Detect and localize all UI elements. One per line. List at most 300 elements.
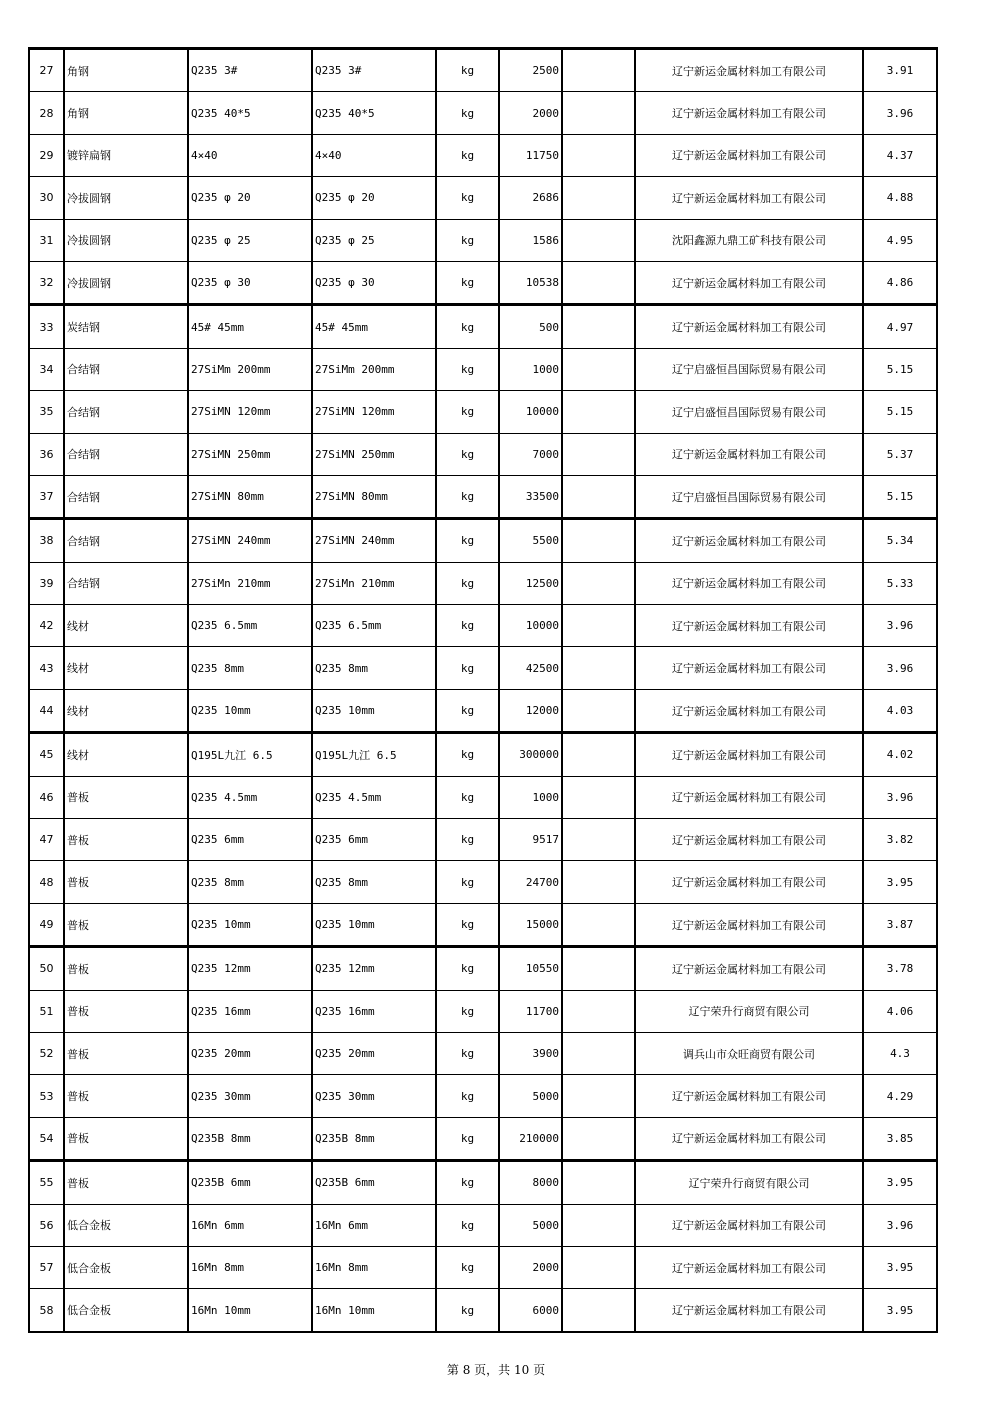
model-cell: 27SiMN 250mm xyxy=(312,433,436,475)
spec-cell: Q235 3# xyxy=(188,49,312,92)
supplier-cell: 辽宁新运金属材料加工有限公司 xyxy=(635,1246,863,1288)
model-cell: Q235 6.5mm xyxy=(312,605,436,647)
unit-cell: kg xyxy=(436,605,499,647)
model-cell: Q235 6mm xyxy=(312,819,436,861)
unit-cell: kg xyxy=(436,134,499,176)
spec-cell: Q235 40*5 xyxy=(188,92,312,134)
model-cell: 27SiMN 240mm xyxy=(312,519,436,562)
price-cell: 5.34 xyxy=(863,519,937,562)
quantity-cell: 5000 xyxy=(499,1204,562,1246)
model-cell: Q235 10mm xyxy=(312,689,436,732)
row-number: 52 xyxy=(29,1032,64,1074)
price-cell: 4.02 xyxy=(863,733,937,776)
material-name: 合结钢 xyxy=(64,433,188,475)
blank-cell xyxy=(562,261,635,304)
blank-cell xyxy=(562,1075,635,1117)
table-row xyxy=(29,689,937,732)
model-cell: Q235 20mm xyxy=(312,1032,436,1074)
model-cell: Q235 3# xyxy=(312,49,436,92)
spec-cell: 27SiMn 210mm xyxy=(188,562,312,604)
spec-cell: Q235 8mm xyxy=(188,861,312,903)
price-cell: 4.86 xyxy=(863,261,937,304)
model-cell: Q235 8mm xyxy=(312,861,436,903)
row-number: 27 xyxy=(29,49,64,92)
spec-cell: 27SiMN 80mm xyxy=(188,475,312,518)
model-cell: 16Mn 6mm xyxy=(312,1204,436,1246)
unit-cell: kg xyxy=(436,903,499,946)
unit-cell: kg xyxy=(436,391,499,433)
table-row xyxy=(29,733,937,776)
supplier-cell: 辽宁新运金属材料加工有限公司 xyxy=(635,776,863,818)
row-number: 29 xyxy=(29,134,64,176)
supplier-cell: 辽宁启盛恒昌国际贸易有限公司 xyxy=(635,348,863,390)
blank-cell xyxy=(562,1204,635,1246)
material-name: 普板 xyxy=(64,903,188,946)
row-number: 51 xyxy=(29,990,64,1032)
material-name: 普板 xyxy=(64,1161,188,1204)
supplier-cell: 辽宁新运金属材料加工有限公司 xyxy=(635,562,863,604)
blank-cell xyxy=(562,819,635,861)
price-cell: 3.82 xyxy=(863,819,937,861)
table-row xyxy=(29,903,937,946)
row-number: 32 xyxy=(29,261,64,304)
table-row xyxy=(29,1075,937,1117)
unit-cell: kg xyxy=(436,475,499,518)
quantity-cell: 5500 xyxy=(499,519,562,562)
unit-cell: kg xyxy=(436,1075,499,1117)
quantity-cell: 2000 xyxy=(499,1246,562,1288)
supplier-cell: 辽宁新运金属材料加工有限公司 xyxy=(635,605,863,647)
material-name: 普板 xyxy=(64,861,188,903)
price-cell: 4.97 xyxy=(863,305,937,348)
spec-cell: 16Mn 8mm xyxy=(188,1246,312,1288)
price-cell: 5.15 xyxy=(863,475,937,518)
material-name: 合结钢 xyxy=(64,475,188,518)
spec-cell: 27SiMN 240mm xyxy=(188,519,312,562)
table-row xyxy=(29,1204,937,1246)
price-cell: 3.87 xyxy=(863,903,937,946)
material-name: 合结钢 xyxy=(64,348,188,390)
material-name: 角钢 xyxy=(64,49,188,92)
row-number: 44 xyxy=(29,689,64,732)
unit-cell: kg xyxy=(436,261,499,304)
blank-cell xyxy=(562,1117,635,1160)
price-cell: 4.88 xyxy=(863,177,937,219)
supplier-cell: 辽宁新运金属材料加工有限公司 xyxy=(635,134,863,176)
blank-cell xyxy=(562,1161,635,1204)
table-row xyxy=(29,348,937,390)
price-cell: 3.95 xyxy=(863,1161,937,1204)
blank-cell xyxy=(562,1246,635,1288)
unit-cell: kg xyxy=(436,305,499,348)
material-name: 普板 xyxy=(64,1075,188,1117)
table-row xyxy=(29,947,937,990)
row-number: 38 xyxy=(29,519,64,562)
table-row xyxy=(29,261,937,304)
blank-cell xyxy=(562,990,635,1032)
row-number: 28 xyxy=(29,92,64,134)
price-cell: 3.96 xyxy=(863,92,937,134)
row-number: 49 xyxy=(29,903,64,946)
price-cell: 3.96 xyxy=(863,776,937,818)
row-number: 37 xyxy=(29,475,64,518)
supplier-cell: 辽宁新运金属材料加工有限公司 xyxy=(635,689,863,732)
table-row xyxy=(29,819,937,861)
price-cell: 5.15 xyxy=(863,348,937,390)
material-name: 线材 xyxy=(64,733,188,776)
spec-cell: Q235B 6mm xyxy=(188,1161,312,1204)
unit-cell: kg xyxy=(436,861,499,903)
blank-cell xyxy=(562,733,635,776)
quantity-cell: 6000 xyxy=(499,1289,562,1332)
model-cell: Q195L九江 6.5 xyxy=(312,733,436,776)
table-row xyxy=(29,1032,937,1074)
quantity-cell: 42500 xyxy=(499,647,562,689)
material-name: 普板 xyxy=(64,1032,188,1074)
row-number: 56 xyxy=(29,1204,64,1246)
supplier-cell: 辽宁新运金属材料加工有限公司 xyxy=(635,49,863,92)
material-name: 低合金板 xyxy=(64,1246,188,1288)
supplier-cell: 辽宁新运金属材料加工有限公司 xyxy=(635,903,863,946)
blank-cell xyxy=(562,348,635,390)
price-cell: 3.95 xyxy=(863,1289,937,1332)
material-name: 冷拔圆钢 xyxy=(64,219,188,261)
supplier-cell: 沈阳鑫源九鼎工矿科技有限公司 xyxy=(635,219,863,261)
quantity-cell: 8000 xyxy=(499,1161,562,1204)
price-cell: 4.3 xyxy=(863,1032,937,1074)
unit-cell: kg xyxy=(436,1246,499,1288)
model-cell: Q235 10mm xyxy=(312,903,436,946)
quantity-cell: 11750 xyxy=(499,134,562,176)
row-number: 43 xyxy=(29,647,64,689)
page-footer: 第 8 页，共 10 页 xyxy=(446,1363,546,1377)
blank-cell xyxy=(562,861,635,903)
blank-cell xyxy=(562,219,635,261)
spec-cell: Q235 20mm xyxy=(188,1032,312,1074)
material-name: 低合金板 xyxy=(64,1204,188,1246)
blank-cell xyxy=(562,305,635,348)
quantity-cell: 10538 xyxy=(499,261,562,304)
row-number: 35 xyxy=(29,391,64,433)
model-cell: Q235B 8mm xyxy=(312,1117,436,1160)
row-number: 47 xyxy=(29,819,64,861)
quantity-cell: 5000 xyxy=(499,1075,562,1117)
row-number: 50 xyxy=(29,947,64,990)
supplier-cell: 辽宁新运金属材料加工有限公司 xyxy=(635,305,863,348)
row-number: 33 xyxy=(29,305,64,348)
blank-cell xyxy=(562,647,635,689)
table-row xyxy=(29,433,937,475)
row-number: 31 xyxy=(29,219,64,261)
material-name: 线材 xyxy=(64,689,188,732)
material-name: 线材 xyxy=(64,647,188,689)
supplier-cell: 辽宁新运金属材料加工有限公司 xyxy=(635,1117,863,1160)
supplier-cell: 辽宁新运金属材料加工有限公司 xyxy=(635,1289,863,1332)
model-cell: Q235 40*5 xyxy=(312,92,436,134)
price-cell: 4.37 xyxy=(863,134,937,176)
row-number: 48 xyxy=(29,861,64,903)
supplier-cell: 辽宁荣升行商贸有限公司 xyxy=(635,990,863,1032)
model-cell: 16Mn 10mm xyxy=(312,1289,436,1332)
quantity-cell: 7000 xyxy=(499,433,562,475)
price-cell: 5.37 xyxy=(863,433,937,475)
supplier-cell: 辽宁新运金属材料加工有限公司 xyxy=(635,647,863,689)
quantity-cell: 10000 xyxy=(499,391,562,433)
price-cell: 4.29 xyxy=(863,1075,937,1117)
price-cell: 4.03 xyxy=(863,689,937,732)
table-row xyxy=(29,177,937,219)
table-row xyxy=(29,1246,937,1288)
supplier-cell: 辽宁新运金属材料加工有限公司 xyxy=(635,861,863,903)
blank-cell xyxy=(562,605,635,647)
spec-cell: 45# 45mm xyxy=(188,305,312,348)
row-number: 46 xyxy=(29,776,64,818)
quantity-cell: 15000 xyxy=(499,903,562,946)
supplier-cell: 辽宁新运金属材料加工有限公司 xyxy=(635,177,863,219)
material-name: 合结钢 xyxy=(64,519,188,562)
material-name: 炭结钢 xyxy=(64,305,188,348)
blank-cell xyxy=(562,475,635,518)
unit-cell: kg xyxy=(436,1161,499,1204)
material-name: 镀锌扁钢 xyxy=(64,134,188,176)
model-cell: 27SiMm 200mm xyxy=(312,348,436,390)
supplier-cell: 辽宁新运金属材料加工有限公司 xyxy=(635,819,863,861)
blank-cell xyxy=(562,519,635,562)
row-number: 45 xyxy=(29,733,64,776)
table-row xyxy=(29,990,937,1032)
supplier-cell: 辽宁新运金属材料加工有限公司 xyxy=(635,733,863,776)
model-cell: 4×40 xyxy=(312,134,436,176)
blank-cell xyxy=(562,92,635,134)
unit-cell: kg xyxy=(436,519,499,562)
table-row xyxy=(29,519,937,562)
spec-cell: Q195L九江 6.5 xyxy=(188,733,312,776)
spec-cell: 16Mn 6mm xyxy=(188,1204,312,1246)
row-number: 55 xyxy=(29,1161,64,1204)
quantity-cell: 33500 xyxy=(499,475,562,518)
spec-cell: Q235 φ 30 xyxy=(188,261,312,304)
blank-cell xyxy=(562,1289,635,1332)
quantity-cell: 12500 xyxy=(499,562,562,604)
material-name: 普板 xyxy=(64,990,188,1032)
blank-cell xyxy=(562,947,635,990)
material-name: 合结钢 xyxy=(64,391,188,433)
spec-cell: Q235 30mm xyxy=(188,1075,312,1117)
price-cell: 3.91 xyxy=(863,49,937,92)
quantity-cell: 2000 xyxy=(499,92,562,134)
quantity-cell: 1000 xyxy=(499,348,562,390)
unit-cell: kg xyxy=(436,562,499,604)
model-cell: Q235B 6mm xyxy=(312,1161,436,1204)
spec-cell: 16Mn 10mm xyxy=(188,1289,312,1332)
supplier-cell: 辽宁新运金属材料加工有限公司 xyxy=(635,433,863,475)
table-row xyxy=(29,1117,937,1160)
row-number: 58 xyxy=(29,1289,64,1332)
table-row xyxy=(29,647,937,689)
spec-cell: Q235 φ 20 xyxy=(188,177,312,219)
row-number: 54 xyxy=(29,1117,64,1160)
quantity-cell: 3900 xyxy=(499,1032,562,1074)
quantity-cell: 210000 xyxy=(499,1117,562,1160)
quantity-cell: 2500 xyxy=(499,49,562,92)
spec-cell: Q235 12mm xyxy=(188,947,312,990)
price-cell: 5.15 xyxy=(863,391,937,433)
table-row xyxy=(29,92,937,134)
model-cell: Q235 16mm xyxy=(312,990,436,1032)
unit-cell: kg xyxy=(436,348,499,390)
supplier-cell: 辽宁启盛恒昌国际贸易有限公司 xyxy=(635,475,863,518)
model-cell: 27SiMN 80mm xyxy=(312,475,436,518)
material-name: 普板 xyxy=(64,1117,188,1160)
blank-cell xyxy=(562,903,635,946)
unit-cell: kg xyxy=(436,219,499,261)
spec-cell: Q235 8mm xyxy=(188,647,312,689)
unit-cell: kg xyxy=(436,733,499,776)
quantity-cell: 24700 xyxy=(499,861,562,903)
row-number: 42 xyxy=(29,605,64,647)
quantity-cell: 2686 xyxy=(499,177,562,219)
price-cell: 3.95 xyxy=(863,1246,937,1288)
model-cell: Q235 12mm xyxy=(312,947,436,990)
row-number: 57 xyxy=(29,1246,64,1288)
table-row xyxy=(29,861,937,903)
supplier-cell: 辽宁荣升行商贸有限公司 xyxy=(635,1161,863,1204)
blank-cell xyxy=(562,177,635,219)
row-number: 39 xyxy=(29,562,64,604)
quantity-cell: 12000 xyxy=(499,689,562,732)
material-name: 冷拔圆钢 xyxy=(64,177,188,219)
material-name: 普板 xyxy=(64,819,188,861)
model-cell: 27SiMN 120mm xyxy=(312,391,436,433)
table-row xyxy=(29,776,937,818)
quantity-cell: 11700 xyxy=(499,990,562,1032)
model-cell: Q235 8mm xyxy=(312,647,436,689)
unit-cell: kg xyxy=(436,49,499,92)
spec-cell: 27SiMN 250mm xyxy=(188,433,312,475)
unit-cell: kg xyxy=(436,1204,499,1246)
spec-cell: Q235 4.5mm xyxy=(188,776,312,818)
price-cell: 3.95 xyxy=(863,861,937,903)
spec-cell: Q235 6mm xyxy=(188,819,312,861)
supplier-cell: 辽宁新运金属材料加工有限公司 xyxy=(635,519,863,562)
spec-cell: 27SiMN 120mm xyxy=(188,391,312,433)
quantity-cell: 1586 xyxy=(499,219,562,261)
blank-cell xyxy=(562,776,635,818)
blank-cell xyxy=(562,391,635,433)
row-number: 36 xyxy=(29,433,64,475)
table-row xyxy=(29,219,937,261)
model-cell: 45# 45mm xyxy=(312,305,436,348)
table-row xyxy=(29,605,937,647)
material-name: 普板 xyxy=(64,776,188,818)
table-row xyxy=(29,305,937,348)
quantity-cell: 300000 xyxy=(499,733,562,776)
supplier-cell: 辽宁新运金属材料加工有限公司 xyxy=(635,261,863,304)
model-cell: Q235 4.5mm xyxy=(312,776,436,818)
unit-cell: kg xyxy=(436,776,499,818)
spec-cell: Q235 10mm xyxy=(188,903,312,946)
spec-cell: Q235 10mm xyxy=(188,689,312,732)
table-row xyxy=(29,1289,937,1332)
price-cell: 4.95 xyxy=(863,219,937,261)
material-name: 角钢 xyxy=(64,92,188,134)
blank-cell xyxy=(562,134,635,176)
quantity-cell: 9517 xyxy=(499,819,562,861)
table-row xyxy=(29,475,937,518)
table-row xyxy=(29,391,937,433)
quantity-cell: 10000 xyxy=(499,605,562,647)
price-cell: 3.78 xyxy=(863,947,937,990)
unit-cell: kg xyxy=(436,1032,499,1074)
blank-cell xyxy=(562,433,635,475)
unit-cell: kg xyxy=(436,92,499,134)
row-number: 53 xyxy=(29,1075,64,1117)
supplier-cell: 辽宁新运金属材料加工有限公司 xyxy=(635,1204,863,1246)
unit-cell: kg xyxy=(436,990,499,1032)
blank-cell xyxy=(562,562,635,604)
price-table xyxy=(28,47,938,1333)
model-cell: Q235 φ 30 xyxy=(312,261,436,304)
supplier-cell: 辽宁新运金属材料加工有限公司 xyxy=(635,1075,863,1117)
blank-cell xyxy=(562,689,635,732)
quantity-cell: 1000 xyxy=(499,776,562,818)
price-cell: 3.85 xyxy=(863,1117,937,1160)
material-name: 合结钢 xyxy=(64,562,188,604)
model-cell: 16Mn 8mm xyxy=(312,1246,436,1288)
quantity-cell: 10550 xyxy=(499,947,562,990)
model-cell: 27SiMn 210mm xyxy=(312,562,436,604)
unit-cell: kg xyxy=(436,689,499,732)
model-cell: Q235 φ 25 xyxy=(312,219,436,261)
supplier-cell: 辽宁新运金属材料加工有限公司 xyxy=(635,92,863,134)
unit-cell: kg xyxy=(436,819,499,861)
price-cell: 3.96 xyxy=(863,605,937,647)
price-cell: 3.96 xyxy=(863,647,937,689)
row-number: 34 xyxy=(29,348,64,390)
price-cell: 3.96 xyxy=(863,1204,937,1246)
spec-cell: Q235 16mm xyxy=(188,990,312,1032)
material-name: 冷拔圆钢 xyxy=(64,261,188,304)
unit-cell: kg xyxy=(436,1289,499,1332)
quantity-cell: 500 xyxy=(499,305,562,348)
spec-cell: Q235 φ 25 xyxy=(188,219,312,261)
material-name: 低合金板 xyxy=(64,1289,188,1332)
unit-cell: kg xyxy=(436,1117,499,1160)
model-cell: Q235 φ 20 xyxy=(312,177,436,219)
blank-cell xyxy=(562,49,635,92)
blank-cell xyxy=(562,1032,635,1074)
table-row xyxy=(29,562,937,604)
spec-cell: Q235 6.5mm xyxy=(188,605,312,647)
supplier-cell: 辽宁新运金属材料加工有限公司 xyxy=(635,947,863,990)
price-cell: 5.33 xyxy=(863,562,937,604)
material-name: 普板 xyxy=(64,947,188,990)
spec-cell: 4×40 xyxy=(188,134,312,176)
unit-cell: kg xyxy=(436,947,499,990)
unit-cell: kg xyxy=(436,177,499,219)
spec-cell: 27SiMm 200mm xyxy=(188,348,312,390)
model-cell: Q235 30mm xyxy=(312,1075,436,1117)
table-row xyxy=(29,49,937,92)
supplier-cell: 辽宁启盛恒昌国际贸易有限公司 xyxy=(635,391,863,433)
row-number: 30 xyxy=(29,177,64,219)
price-cell: 4.06 xyxy=(863,990,937,1032)
unit-cell: kg xyxy=(436,433,499,475)
table-row xyxy=(29,134,937,176)
table-row xyxy=(29,1161,937,1204)
material-name: 线材 xyxy=(64,605,188,647)
supplier-cell: 调兵山市众旺商贸有限公司 xyxy=(635,1032,863,1074)
